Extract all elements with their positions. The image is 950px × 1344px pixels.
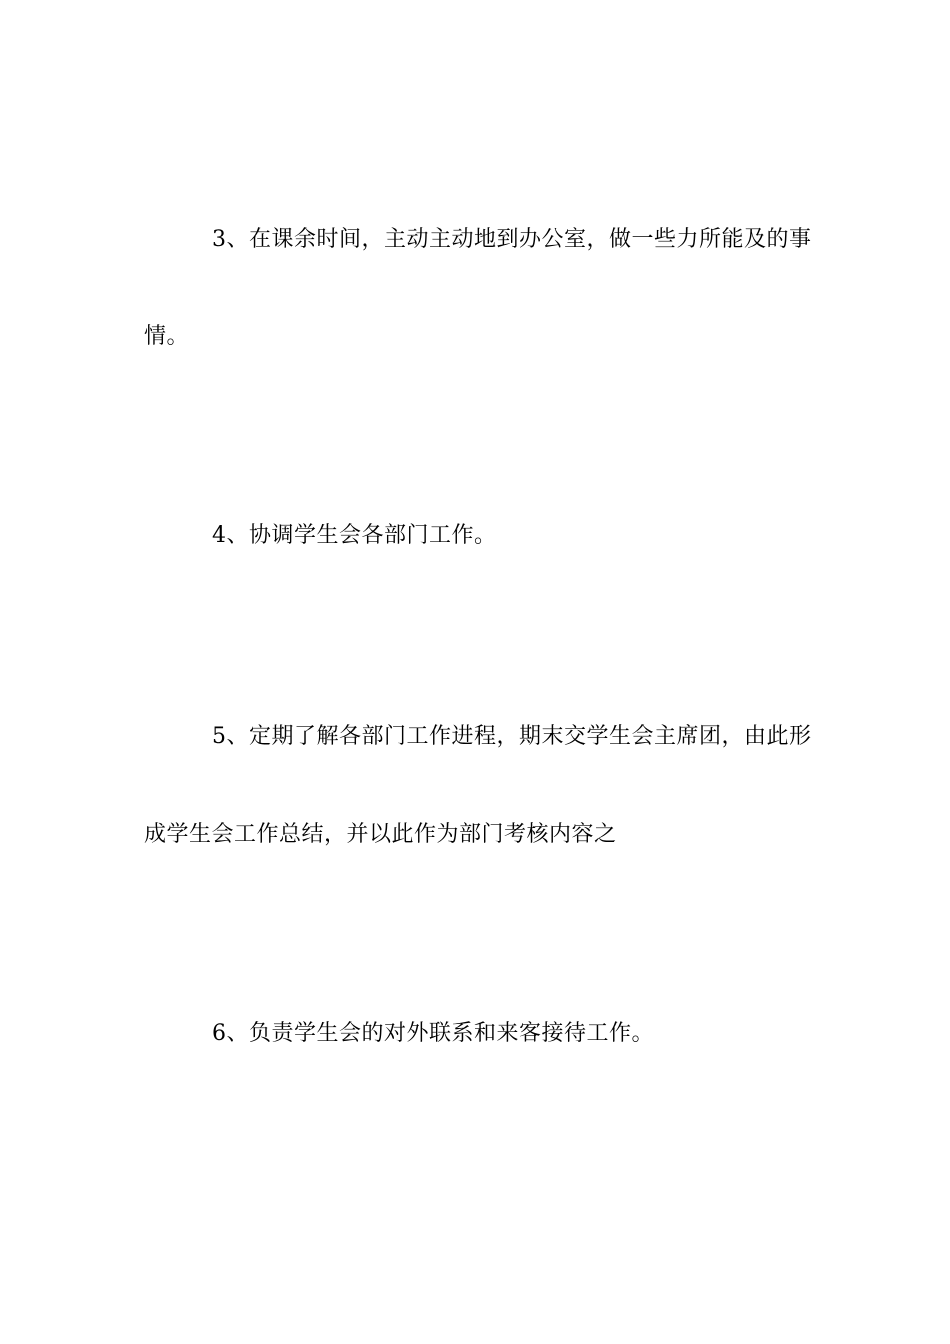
paragraph-4-line-1: 4、协调学生会各部门工作。 bbox=[212, 523, 497, 548]
paragraph-3-line-2: 情。 bbox=[144, 324, 190, 349]
paragraph-5-line-1: 5、定期了解各部门工作进程，期末交学生会主席团，由此形 bbox=[212, 724, 812, 749]
paragraph-5-line-2: 成学生会工作总结，并以此作为部门考核内容之 bbox=[144, 822, 617, 847]
paragraph-3-line-1: 3、在课余时间，主动主动地到办公室，做一些力所能及的事 bbox=[212, 227, 812, 252]
paragraph-6-line-1: 6、负责学生会的对外联系和来客接待工作。 bbox=[212, 1021, 654, 1046]
